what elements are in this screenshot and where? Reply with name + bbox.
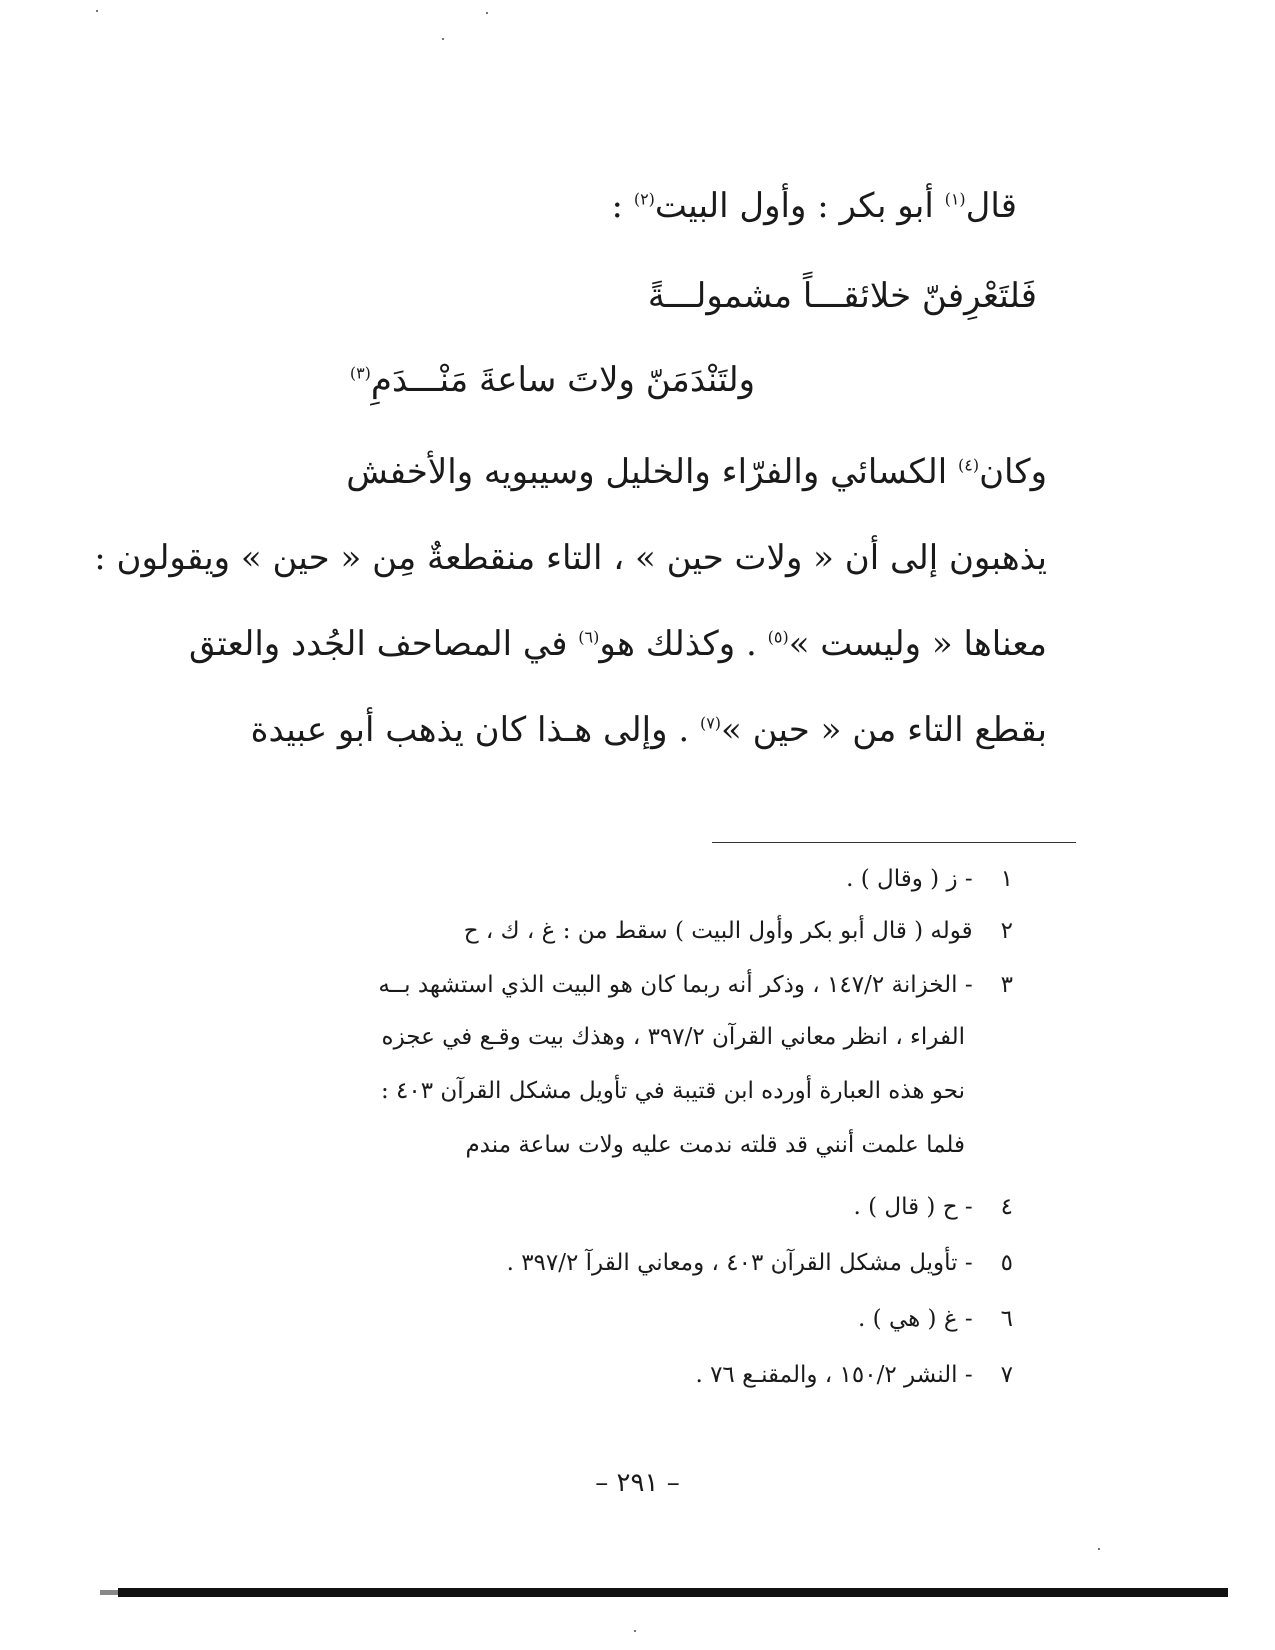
scan-edge-bar [118, 1588, 1228, 1597]
footnote-text: - ز ( وقال ) . [846, 866, 973, 892]
footnote-number: ٤ [1000, 1194, 1013, 1220]
footnote-text: فلما علمت أنني قد قلته ندمت عليه ولات ساعة مندم [465, 1132, 965, 1158]
footnote-ref: (٥) [767, 627, 789, 647]
footnote-number: ٦ [1000, 1306, 1013, 1332]
footnote-text: نحو هذه العبارة أورده ابن قتيبة في تأويل مشكل القرآن ٤٠٣ : [380, 1078, 965, 1104]
footnote-text: قوله ( قال أبو بكر وأول البيت ) سقط من : غ ، ك ، ح [463, 918, 973, 944]
footnote-ref: (٤) [957, 455, 980, 475]
footnote-text: - الخزانة ١٤٧/٢ ، وذكر أنه ربما كان هو البيت الذي استشهد بــه [378, 972, 973, 998]
footnote-number: ١ [1000, 866, 1013, 892]
text-segment: أبو بكر : وأول البيت [654, 186, 945, 226]
verse-text: ولتَنْدَمَنّ ولاتَ ساعةَ مَنْـــدَمِ [370, 360, 755, 400]
footnote-number: ٢ [1000, 918, 1013, 944]
footnote-6 [858, 1306, 1013, 1332]
paragraph-line-1 [346, 452, 1047, 492]
footnote-ref: (٦) [578, 627, 600, 647]
footnote-number: ٣ [1000, 972, 1013, 998]
footnote-number: ٧ [1000, 1362, 1013, 1388]
text-segment: يذهبون إلى أن « ولات حين » ، التاء منقطعةٌ مِن « حين » ويقولون : [94, 538, 1047, 578]
footnote-ref: (١) [944, 189, 966, 209]
footnote-5 [507, 1250, 1013, 1276]
footnote-number: ٥ [1000, 1250, 1013, 1276]
footnote-4 [853, 1194, 1013, 1220]
text-segment: الكسائي والفرّاء والخليل وسيبويه والأخفش [346, 452, 958, 492]
paragraph-line-3 [189, 624, 1047, 664]
footnote-separator [712, 842, 1076, 843]
footnote-2 [464, 918, 1013, 944]
text-segment: . وإلى هـذا كان يذهب أبو عبيدة [250, 710, 700, 750]
footnote-ref: (٣) [349, 363, 371, 383]
footnote-text: - غ ( هي ) . [858, 1306, 973, 1332]
scan-speck [634, 1630, 636, 1632]
verse-text: فَلتَعْرِفنّ خلائقـــاً مشمولـــةً [647, 276, 1037, 316]
text-segment: وكان [979, 452, 1047, 492]
footnote-text: الفراء ، انظر معاني القرآن ٣٩٧/٢ ، وهذك بيت وقـع في عجزه [381, 1024, 965, 1050]
footnote-text: - ح ( قال ) . [853, 1194, 973, 1220]
text-segment: في المصاحف الجُدد والعتق [188, 624, 579, 664]
text-segment: بقطع التاء من « حين » [721, 710, 1047, 750]
scan-speck [1098, 1548, 1100, 1550]
scan-speck [486, 12, 488, 14]
footnote-3-cont-1 [382, 1024, 965, 1050]
text-segment: . وكذلك هو [599, 624, 768, 664]
scan-speck [96, 10, 98, 12]
verse-line-1 [648, 276, 1037, 316]
footnote-ref: (٢) [633, 189, 655, 209]
text-segment: قال [965, 186, 1017, 226]
main-line-1 [612, 186, 1017, 226]
footnote-3 [378, 972, 1013, 998]
footnote-7 [695, 1362, 1013, 1388]
paragraph-line-2 [94, 538, 1047, 578]
footnote-3-verse [465, 1132, 965, 1158]
footnote-3-cont-2 [381, 1078, 965, 1104]
verse-line-2 [350, 360, 755, 400]
footnote-1 [846, 866, 1013, 892]
footnote-ref: (٧) [699, 713, 722, 733]
footnote-text: - تأويل مشكل القرآن ٤٠٣ ، ومعاني القرآ ٣٩٧/٢ . [506, 1250, 973, 1276]
page-number: – ٢٩١ – [595, 1468, 680, 1498]
footnote-text: - النشر ١٥٠/٢ ، والمقنـع ٧٦ . [695, 1362, 973, 1388]
paragraph-line-4 [251, 710, 1047, 750]
text-segment: : [611, 186, 634, 226]
scan-speck [442, 38, 444, 40]
text-segment: معناها « وليست » [788, 624, 1047, 664]
